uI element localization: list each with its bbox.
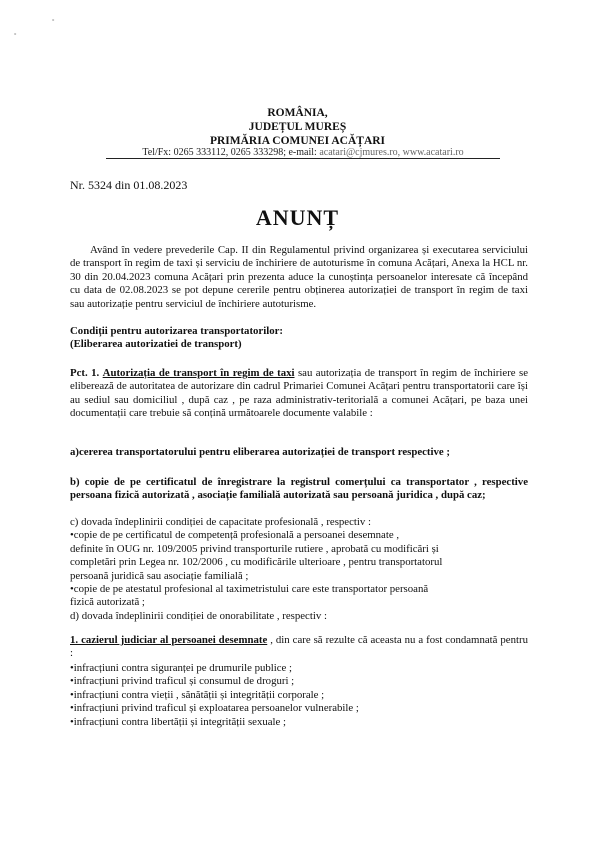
pct1-rest: sau autorizația de transport în regim de închiriere se eliberează de autoritatea de autorizare din cadrul Primariei Comunei Acățari pentru transportatorii care își au sediul sau domiciliul , după caz , pe raza administrativ-teritorială a comunei Acățari, pe baza unei documentații care trebuie să conțină următoarele documente valabile : [70,367,529,420]
intro-paragraph [70,244,528,311]
contact-phone-email: Tel/Fx: 0265 333112, 0265 333298; e-mail: [142,147,320,158]
pct1-text [70,367,528,421]
conditions-heading [70,325,528,352]
list-line: fizică autorizată ; [70,596,145,609]
offense-item: •infracțiuni contra libertății și integrității sexuale ; [70,715,287,728]
requirements-list [70,516,528,623]
list-line: c) dovada îndeplinirii condiției de capacitate profesională , respectiv : [70,516,371,528]
list-line: completări prin Legea nr. 102/2006 , cu modificările ulterioare , pentru transportatorul [70,556,443,569]
document-title: ANUNȚ [255,205,340,230]
pct1-label: Pct. 1. [70,367,100,379]
scan-mark: ° [52,19,55,25]
list-line: persoană juridică sau asociație familială ; [70,569,249,582]
item-1-rest: , din care să rezulte că aceasta nu a fost condamnată pentru : [70,634,528,660]
pct1-paragraph [70,367,528,421]
list-line: •copie de pe atestatul profesional al taximetristului care este transportator persoană [70,583,429,596]
list-line: •copie de pe certificatul de competență profesională a persoanei desemnate , [70,529,400,542]
list-line: d) dovada îndeplinirii condiției de onorabilitate , respectiv : [70,609,327,622]
item-a-text: a)cererea transportatorului pentru eliberarea autorizației de transport respective ; [70,446,450,458]
pct1-underlined: Autorizația de transport în regim de taxi [102,367,295,379]
intro-text: Având în vedere prevederile Cap. II din Regulamentul privind organizarea și executarea serviciului de transport în regim de taxi și serviciu de închiriere de autoturisme în comuna Acățari, Anexa la HCL nr. 30 din 20.04.2023 comuna Acățari prin prezenta aduce la cunoștința persoanelor interesate că începând cu data de 02.08.2023 se pot depune cererile pentru obținerea autorizației de transport în regim de taxi sau autorizație pentru serviciul de închiriere autoturisme. [70,244,528,310]
county-line: JUDEȚUL MUREȘ [248,121,347,133]
letterhead [0,106,595,148]
offense-item: •infracțiuni contra siguranței pe drumurile publice ; [70,662,293,674]
contact-links: acatari@cjmures.ro, www.acatari.ro [319,147,464,158]
offenses-list [70,662,528,729]
offense-item: •infracțiuni contra vieții , sănătății și integrității corporale ; [70,688,325,701]
contact-line [106,147,500,159]
list-line: definite în OUG nr. 109/2005 privind transporturile rutiere , aprobată cu modificări și [70,542,439,555]
item-1 [70,634,528,661]
conditions-line1: Condiții pentru autorizarea transportatorilor: [70,325,284,337]
item-b-text: b) copie de pe certificatul de înregistrare la registrul comerțului ca transportator , respective persoana fizică autorizată , asociație familială autorizată sau persoană juridica , după caz; [70,476,528,502]
country-line: ROMÂNIA, [267,107,328,119]
offense-item: •infracțiuni privind traficul și consumul de droguri ; [70,675,295,688]
item-1-text [70,634,528,661]
institution-line: PRIMĂRIA COMUNEI ACĂȚARI [209,135,386,147]
conditions-line2: (Eliberarea autorizatiei de transport) [70,338,242,351]
item-1-label: 1. cazierul judiciar al persoanei desemnate [70,634,268,646]
item-b [70,476,528,503]
item-a [70,446,528,459]
scan-mark: ° [14,33,17,39]
offense-item: •infracțiuni privind traficul și exploatarea persoanelor vulnerabile ; [70,702,359,715]
registration-number: Nr. 5324 din 01.08.2023 [70,178,188,192]
